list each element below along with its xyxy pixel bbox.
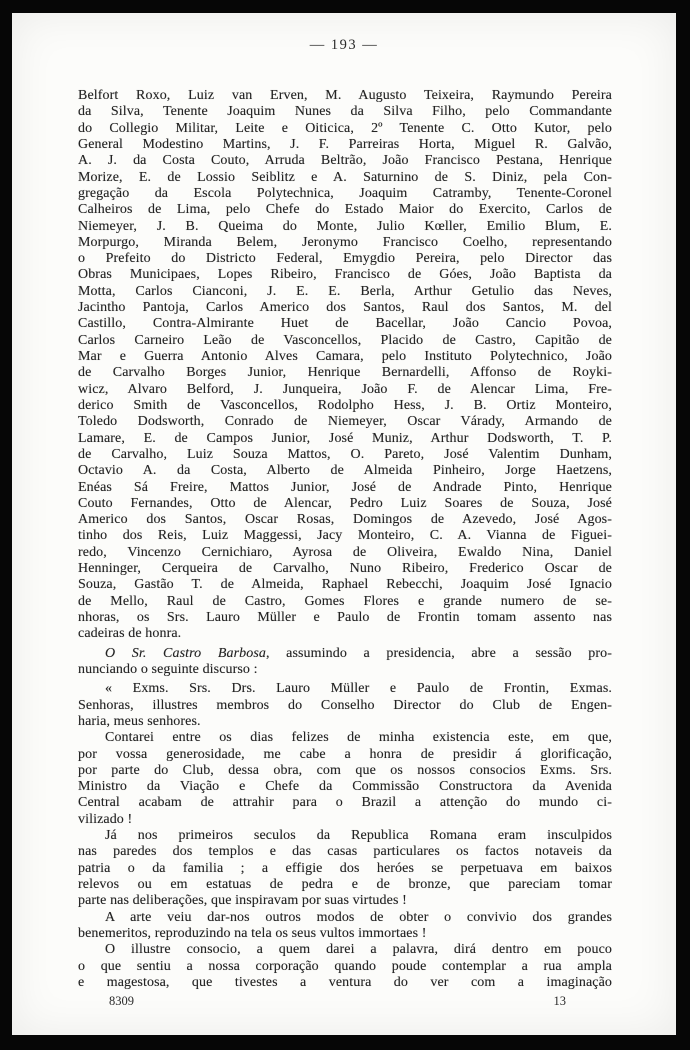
text-line: relevos ou em estatuas de pedra e de bronze, que pareciam tomar <box>78 877 612 892</box>
text-line: Toledo Dodsworth, Conrado de Niemeyer, Oscar Várady, Armando de <box>78 414 612 430</box>
text-line: o Prefeito do Districto Federal, Emygdio Pereira, pelo Director das <box>78 251 612 267</box>
text-line: Carlos Carneiro Leão de Vasconcellos, Placido de Castro, Capitão de <box>78 332 612 348</box>
text-line: de Carvalho, Luiz Souza Mattos, O. Pareto, José Valentim Dunham, <box>78 446 612 462</box>
paragraph-speech-roman-republic <box>78 828 612 910</box>
text-line: nas paredes dos templos e das casas particulares os factos notaveis da <box>78 844 612 860</box>
text-line: wicz, Alvaro Belford, J. Junqueira, João F. de Alencar Lima, Fre- <box>78 381 612 397</box>
text-line: patria o da familia ; a effigie dos heróes se perpetuava em baixos <box>78 860 612 876</box>
text-line: Morize, E. de Lossio Seiblitz e A. Saturnino de S. Diniz, pela Con- <box>78 169 612 185</box>
text-line: Octavio A. da Costa, Alberto de Almeida Pinheiro, Jorge Haetzens, <box>78 463 612 479</box>
text-line: Motta, Carlos Cianconi, J. E. E. Berla, Arthur Getulio das Neves, <box>78 283 612 299</box>
text-line: A. J. da Costa Couto, Arruda Beltrão, João Francisco Pestana, Henrique <box>78 153 612 169</box>
text-line: A arte veiu dar-nos outros modos de obter o convivio dos grandes <box>105 909 612 925</box>
paragraph-speech-art <box>78 910 612 943</box>
text-line: Enéas Sá Freire, Mattos Junior, José de Andrade Pinto, Henrique <box>78 479 612 495</box>
signature-sheet-number: 13 <box>553 994 566 1008</box>
page-footer <box>78 994 612 1009</box>
page-number-header: — 193 — <box>309 37 379 53</box>
text-line: de Carvalho Borges Junior, Henrique Bernardelli, Affonso de Royki- <box>78 365 612 381</box>
text-line: redo, Vincenzo Cernichiaro, Ayrosa de Oliveira, Ewaldo Nina, Daniel <box>78 544 612 560</box>
text-segment: , assumindo a presidencia, abre a sessão pro- <box>265 645 612 661</box>
print-order-number: 8309 <box>109 994 134 1008</box>
text-line: nunciando o seguinte discurso : <box>78 661 258 677</box>
text-line: Niemeyer, J. B. Queima do Monte, Julio Kœller, Emilio Blum, E. <box>78 218 612 234</box>
text-line: parte nas deliberações, que inspiravam por suas virtudes ! <box>78 893 407 909</box>
paragraph-speech-gratitude <box>78 730 612 828</box>
text-line: o que sentiu a nossa corporação quando poude contemplar a rua ampla <box>78 958 612 974</box>
text-line: Central acabam de attrahir para o Brazil a attenção do mundo ci- <box>78 795 612 811</box>
text-line: Belfort Roxo, Luiz van Erven, M. Augusto Teixeira, Raymundo Pereira <box>78 88 612 103</box>
text-line: Souza, Gastão T. de Almeida, Raphael Rebecchi, Joaquim José Ignacio <box>78 577 612 593</box>
paragraph-speech-consocio <box>78 942 612 991</box>
text-line: Lamare, E. de Campos Junior, José Muniz, Arthur Dodsworth, T. P. <box>78 430 612 446</box>
text-line: benemeritos, reproduzindo na tela os seus vultos immortaes ! <box>78 925 427 941</box>
text-line: por parte do Club, dessa obra, com que os nossos consocios Exms. Srs. <box>78 762 612 778</box>
text-line: derico Smith de Vasconcellos, Rodolpho Hess, J. B. Ortiz Monteiro, <box>78 397 612 413</box>
text-line: Contarei entre os dias felizes de minha existencia este, em que, <box>105 730 612 746</box>
paragraph-attendees-list <box>78 88 612 643</box>
text-line: de Mello, Raul de Castro, Gomes Flores e grande numero de se- <box>78 593 612 609</box>
text-line: do Collegio Militar, Leite e Oiticica, 2º Tenente C. Otto Kutor, pelo <box>78 120 612 136</box>
text-line: General Modestino Martins, J. F. Parreiras Horta, Miguel R. Galvão, <box>78 136 612 152</box>
speaker-name: O Sr. Castro Barbosa <box>105 645 266 661</box>
text-line: Morpurgo, Miranda Belem, Jeronymo Francisco Coelho, representando <box>78 234 612 250</box>
paragraph-castro-barbosa-presiding <box>78 646 612 679</box>
text-line: Castillo, Contra-Almirante Huet de Bacellar, João Cancio Povoa, <box>78 316 612 332</box>
text-line: Calheiros de Lima, pelo Chefe do Estado Maior do Exercito, Carlos de <box>78 202 612 218</box>
text-line: e magestosa, que tivestes a ventura do ver com a imaginação <box>78 974 612 990</box>
text-line <box>78 646 612 662</box>
text-line: « Exms. Srs. Drs. Lauro Müller e Paulo de Frontin, Exmas. <box>105 681 612 697</box>
paragraph-speech-salutation <box>78 681 612 730</box>
text-line: cadeiras de honra. <box>78 626 182 642</box>
text-line: vilizado ! <box>78 811 133 827</box>
text-line: Ministro da Viação e Chefe da Commissão Constructora da Avenida <box>78 779 612 795</box>
text-line: tinho dos Reis, Luiz Maggessi, Jacy Monteiro, C. A. Vianna de Figuei- <box>78 528 612 544</box>
text-line: O illustre consocio, a quem darei a palavra, dirá dentro em pouco <box>105 942 612 958</box>
text-line: Henninger, Cerqueira de Carvalho, Nuno Ribeiro, Frederico Oscar de <box>78 561 612 577</box>
text-line: da Silva, Tenente Joaquim Nunes da Silva Filho, pelo Commandante <box>78 104 612 120</box>
text-line: nhoras, os Srs. Lauro Müller e Paulo de Frontin tomam assento nas <box>78 610 612 625</box>
text-line: Obras Municipaes, Lopes Ribeiro, Francisco de Góes, João Baptista da <box>78 267 612 283</box>
text-line: Já nos primeiros seculos da Republica Romana eram insculpidos <box>105 828 612 844</box>
text-line: gregação da Escola Polytechnica, Joaquim Catramby, Tenente-Coronel <box>78 185 612 201</box>
text-line: por vossa generosidade, me cabe a honra de presidir á glorificação, <box>78 746 612 762</box>
body-text-block <box>78 88 612 991</box>
text-line: Jacintho Pantoja, Carlos Americo dos Santos, Raul dos Santos, M. del <box>78 300 612 316</box>
text-line: Couto Fernandes, Otto de Alencar, Pedro Luiz Soares de Souza, José <box>78 495 612 511</box>
text-line: Americo dos Santos, Oscar Rosas, Domingos de Azevedo, José Agos- <box>78 512 612 528</box>
text-line: Mar e Guerra Antonio Alves Camara, pelo Instituto Polytechnico, João <box>78 349 612 364</box>
text-line: haria, meus senhores. <box>78 713 201 729</box>
text-line: Senhoras, illustres membros do Conselho Director do Club de Engen- <box>78 697 612 713</box>
scanned-book-page <box>12 13 676 1035</box>
